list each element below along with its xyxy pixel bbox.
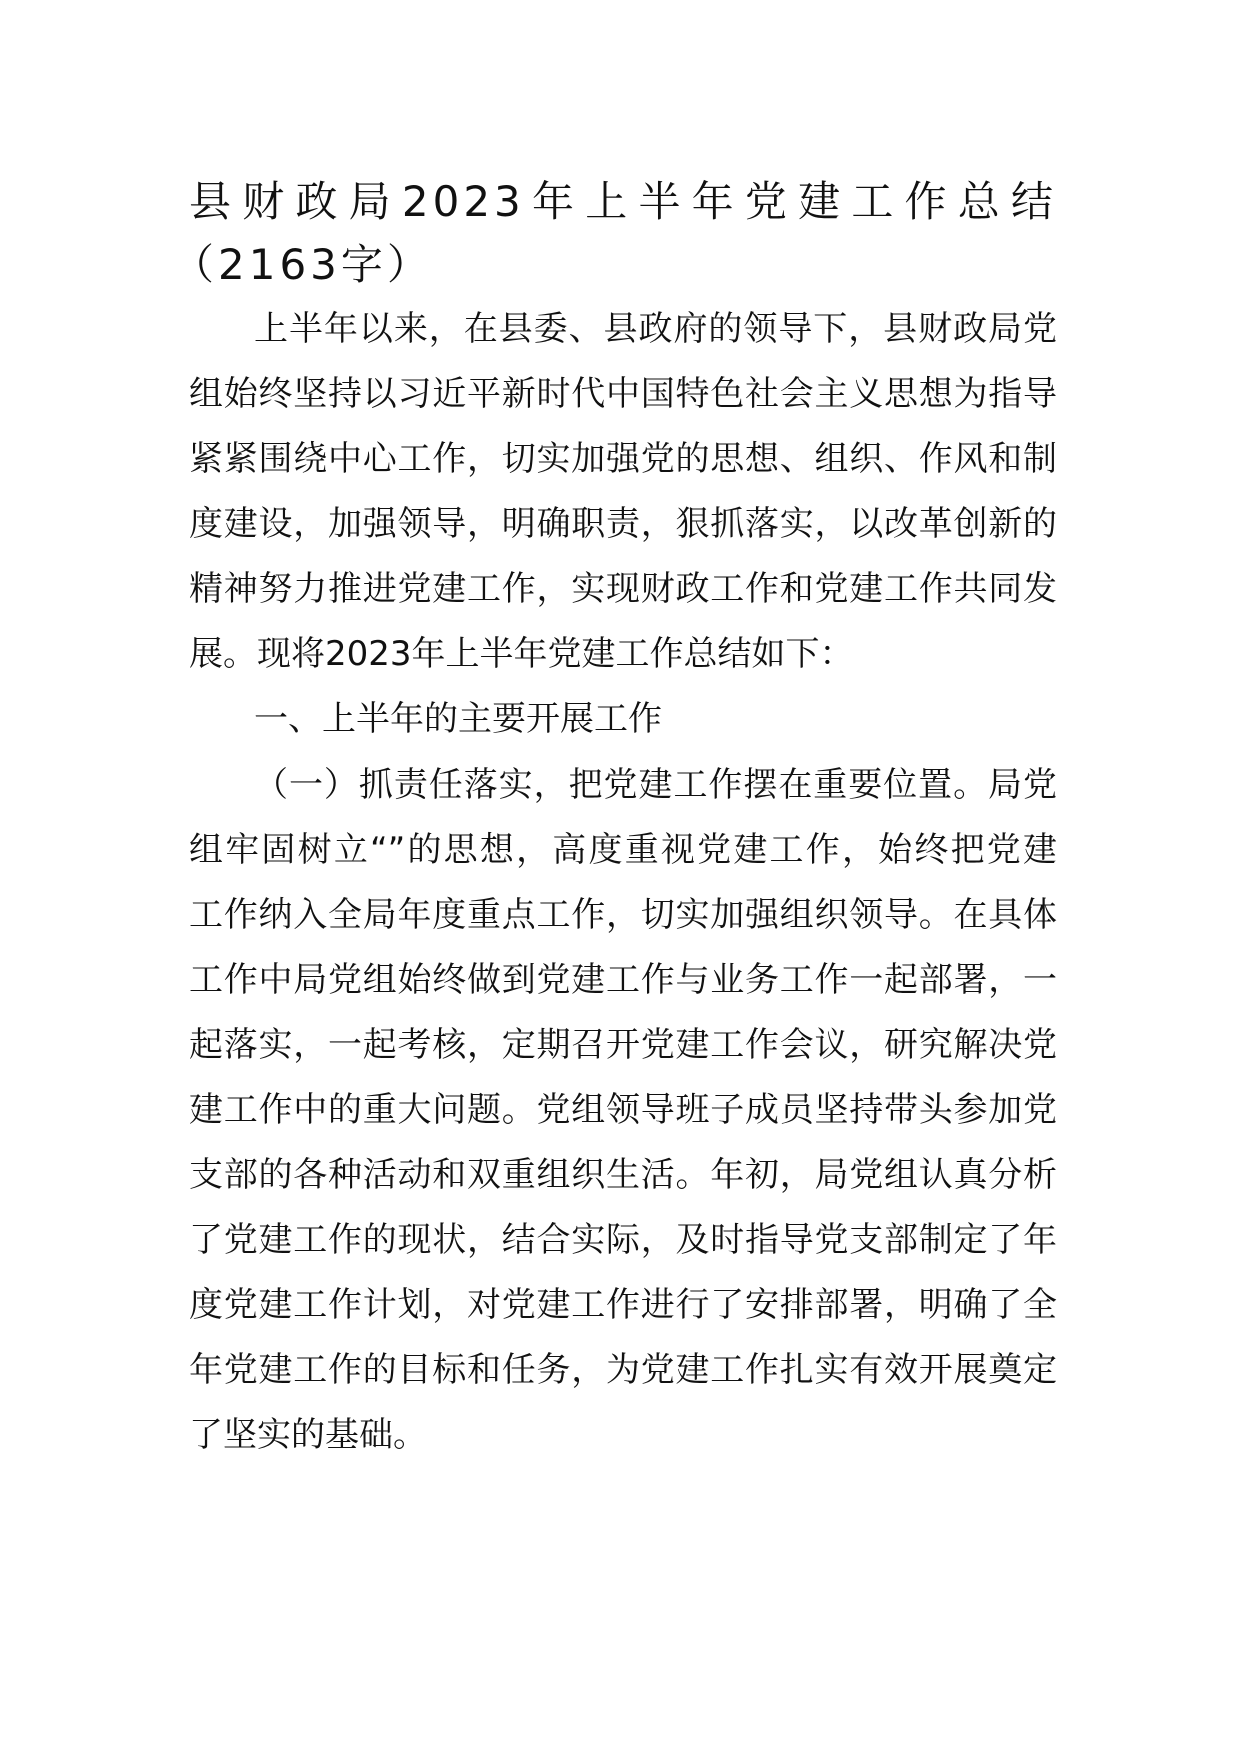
text-line: 上半年以来，在县委、县政府的领导下，县财政局党 bbox=[254, 309, 1057, 349]
text-line: 组牢固树立“”的思想，高度重视党建工作，始终把党建 bbox=[189, 830, 1057, 870]
document-title-line-2: （2163字） bbox=[172, 240, 433, 289]
text-line: 组始终坚持以习近平新时代中国特色社会主义思想为指导 bbox=[189, 374, 1057, 414]
text-line: 工作纳入全局年度重点工作，切实加强组织领导。在具体 bbox=[189, 895, 1057, 935]
section-heading: 一、上半年的主要开展工作 bbox=[254, 699, 662, 739]
text-line: 了党建工作的现状，结合实际，及时指导党支部制定了年 bbox=[189, 1220, 1057, 1260]
text-line: 起落实，一起考核，定期召开党建工作会议，研究解决党 bbox=[189, 1025, 1057, 1065]
text-line: 支部的各种活动和双重组织生活。年初，局党组认真分析 bbox=[189, 1155, 1057, 1195]
text-line: 紧紧围绕中心工作，切实加强党的思想、组织、作风和制 bbox=[189, 439, 1057, 479]
text-line: 精神努力推进党建工作，实现财政工作和党建工作共同发 bbox=[189, 569, 1057, 609]
text-line: 度党建工作计划，对党建工作进行了安排部署，明确了全 bbox=[189, 1285, 1057, 1325]
document-title-line-1: 县财政局2023年上半年党建工作总结 bbox=[189, 177, 1057, 226]
text-line: 展。现将2023年上半年党建工作总结如下： bbox=[189, 634, 854, 674]
text-line: 年党建工作的目标和任务，为党建工作扎实有效开展奠定 bbox=[189, 1350, 1057, 1390]
text-line: 工作中局党组始终做到党建工作与业务工作一起部署，一 bbox=[189, 960, 1057, 1000]
text-line: （一）抓责任落实，把党建工作摆在重要位置。局党 bbox=[254, 765, 1057, 805]
text-line: 度建设，加强领导，明确职责，狠抓落实，以改革创新的 bbox=[189, 504, 1057, 544]
text-line: 了坚实的基础。 bbox=[189, 1415, 427, 1455]
text-line: 建工作中的重大问题。党组领导班子成员坚持带头参加党 bbox=[189, 1090, 1057, 1130]
